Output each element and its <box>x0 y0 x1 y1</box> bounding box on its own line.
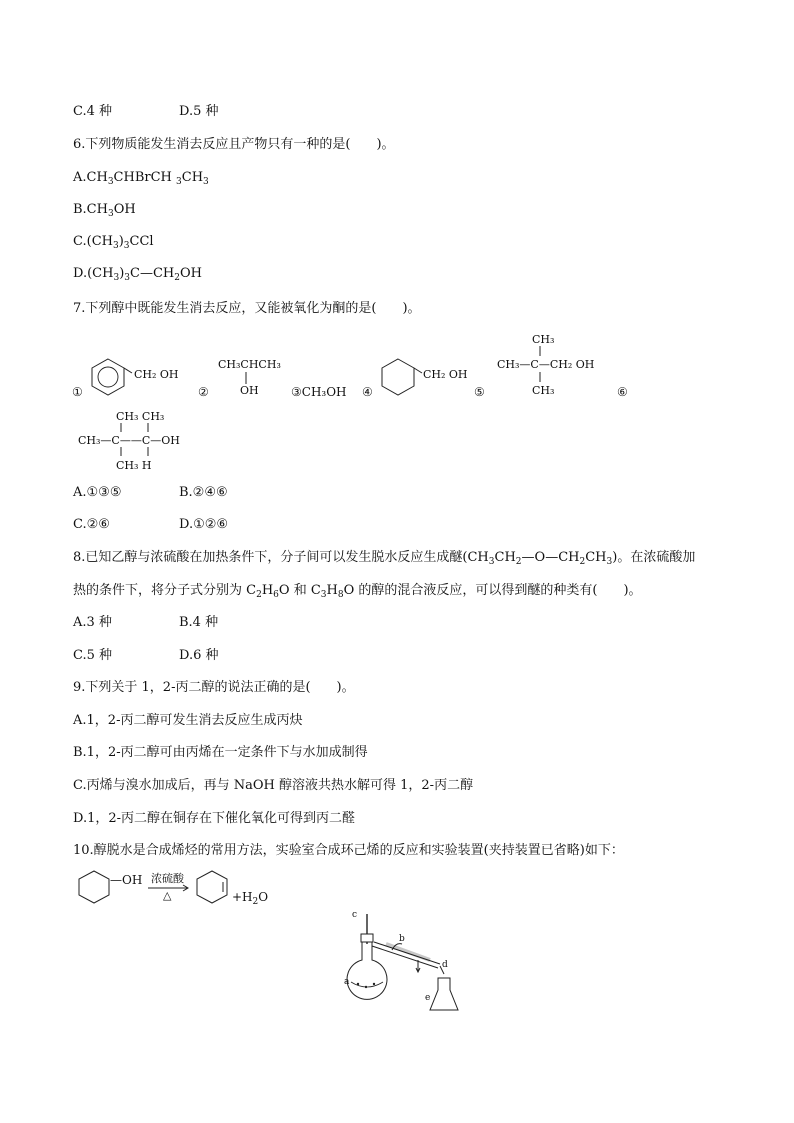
q9-option-d: D.1，2-丙二醇在铜存在下催化氧化可得到丙二醛 <box>73 811 356 826</box>
q7-structure-2-number: ② <box>198 385 209 399</box>
q7-structure-6-top: CH₃ CH₃ <box>116 410 165 423</box>
q8-stem-line-2: 热的条件下，将分子式分别为 $C_2H_6O$ 和 $C_3H_8O$ 的醇的混合液反应，可以得到醚的种类有( )。 <box>73 583 642 600</box>
q7-structure-1-number: ① <box>72 385 83 399</box>
q7-structure-5-chain: CH₃—C—CH₂ OH <box>497 358 595 371</box>
q7-structure-6-bottom: CH₃ H <box>116 459 152 472</box>
q9-stem: 9.下列关于 1，2-丙二醇的说法正确的是( )。 <box>73 680 355 695</box>
apparatus-label-c: c <box>352 910 358 920</box>
q8-option-d: D.6 种 <box>179 648 219 663</box>
q7-option-c: C.②⑥ <box>73 517 110 532</box>
prev-option-c: C.4 种 <box>73 104 113 119</box>
q7-option-b: B.②④⑥ <box>179 485 228 500</box>
q10-reagent: 浓硫酸 <box>151 872 184 885</box>
q7-structure-5-number: ⑤ <box>474 385 485 399</box>
q7-structure-5-bottom: CH₃ <box>532 384 555 397</box>
q7-structure-4-group: CH₂ OH <box>423 368 468 381</box>
q7-structure-1-group: CH₂ OH <box>134 368 179 381</box>
q6-stem: 6.下列物质能发生消去反应且产物只有一种的是( )。 <box>73 137 395 152</box>
cyclohexene-ring-icon <box>195 870 229 904</box>
q9-option-b: B.1，2-丙二醇可由丙烯在一定条件下与水加成制得 <box>73 745 368 760</box>
apparatus-label-e: e <box>425 993 431 1003</box>
q6-option-d: $D.(CH_3)_3C—CH_2OH$ <box>73 266 202 283</box>
q7-structure-3: ③CH₃OH <box>291 385 347 399</box>
q8-stem-line-1: 8.已知乙醇与浓硫酸在加热条件下，分子间可以发生脱水反应生成醚$(CH_3CH_2—O—CH_2CH_3)$。在浓硫酸加 <box>73 550 696 567</box>
q7-stem: 7.下列醇中既能发生消去反应，又能被氧化为酮的是( )。 <box>73 301 421 316</box>
q7-structure-2-oh: OH <box>240 384 259 397</box>
q8-option-c: C.5 种 <box>73 648 113 663</box>
cyclohexane-ring-icon <box>378 357 422 397</box>
benzene-ring-icon <box>88 357 128 397</box>
q7-option-d: D.①②⑥ <box>179 517 229 532</box>
q6-option-a: $A.CH_3CHBrCH$ $_3CH_3$ <box>73 170 209 187</box>
q8-option-b: B.4 种 <box>179 615 219 630</box>
q6-option-c: $C.(CH_3)_3CCl$ <box>73 234 154 251</box>
q8-option-a: A.3 种 <box>73 615 112 630</box>
q9-option-a: A.1，2-丙二醇可发生消去反应生成丙炔 <box>73 713 303 728</box>
q10-stem: 10.醇脱水是合成烯烃的常用方法，实验室合成环己烯的反应和实验装置(夹持装置已省略)如下： <box>73 843 624 858</box>
q7-structure-4-number: ④ <box>362 385 373 399</box>
apparatus-label-a: a <box>344 977 350 987</box>
distillation-apparatus-diagram <box>338 910 478 1020</box>
q10-water: $+H_2O$ <box>232 890 269 907</box>
q6-option-b: $B.CH_3OH$ <box>73 202 136 219</box>
q7-structure-6-number: ⑥ <box>617 385 628 399</box>
apparatus-label-d: d <box>442 960 448 970</box>
q7-structure-2-chain: CH₃CHCH₃ <box>218 358 281 371</box>
q7-structure-5-top: CH₃ <box>532 333 555 346</box>
q7-structure-6-chain: CH₃—C——C—OH <box>78 434 180 447</box>
prev-option-d: D.5 种 <box>179 104 219 119</box>
q7-option-a: A.①③⑤ <box>73 485 122 500</box>
q10-hydroxyl: —OH <box>110 873 143 887</box>
q10-heat: △ <box>163 889 172 902</box>
apparatus-label-b: b <box>399 934 405 944</box>
q9-option-c: C.丙烯与溴水加成后，再与 NaOH 醇溶液共热水解可得 1，2-丙二醇 <box>73 778 474 793</box>
